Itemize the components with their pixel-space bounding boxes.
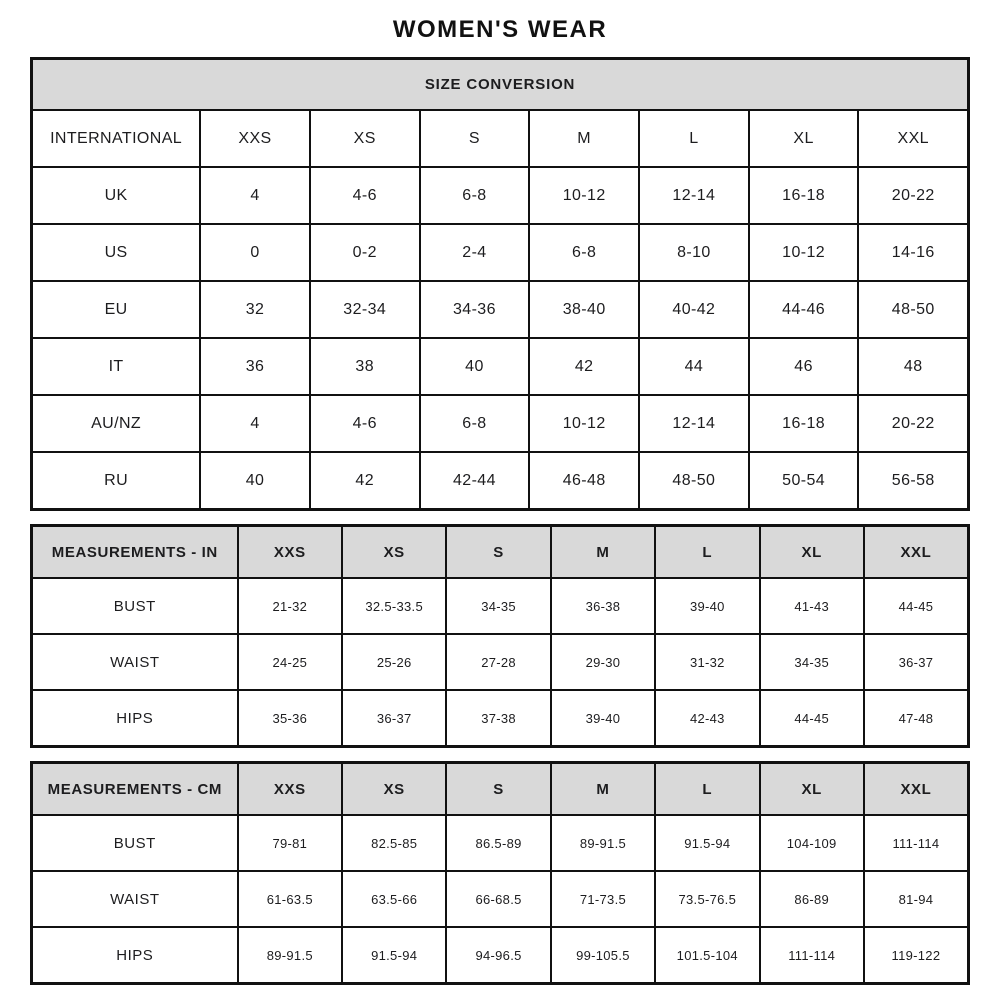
column-header-l: L xyxy=(655,763,759,816)
row-label: EU xyxy=(32,281,201,338)
table-cell: 42-43 xyxy=(655,690,759,747)
table-row-bust-in xyxy=(32,578,969,634)
table-cell: 99-105.5 xyxy=(551,927,655,984)
column-header-l: L xyxy=(655,526,759,579)
measurements-cm-title: MEASUREMENTS - CM xyxy=(32,763,238,816)
table-cell: 0 xyxy=(200,224,310,281)
table-cell: 63.5-66 xyxy=(342,871,446,927)
column-header-xl: XL xyxy=(760,526,864,579)
table-cell: 32-34 xyxy=(310,281,420,338)
table-cell: 10-12 xyxy=(529,395,639,452)
column-header-m: M xyxy=(551,763,655,816)
table-cell: 86-89 xyxy=(760,871,864,927)
table-cell: 38 xyxy=(310,338,420,395)
table-cell: 40-42 xyxy=(639,281,749,338)
size-header-row xyxy=(32,110,969,167)
table-row-bust-cm xyxy=(32,815,969,871)
table-cell: 38-40 xyxy=(529,281,639,338)
table-cell: 81-94 xyxy=(864,871,969,927)
table-row-it xyxy=(32,338,969,395)
table-row-us xyxy=(32,224,969,281)
table-cell: 32.5-33.5 xyxy=(342,578,446,634)
table-cell: 0-2 xyxy=(310,224,420,281)
table-cell: 37-38 xyxy=(446,690,550,747)
row-label: UK xyxy=(32,167,201,224)
table-cell: 14-16 xyxy=(858,224,968,281)
table-cell: 42 xyxy=(310,452,420,510)
row-label: BUST xyxy=(32,578,238,634)
table-cell: 47-48 xyxy=(864,690,969,747)
column-header-xxl: XXL xyxy=(858,110,968,167)
table-cell: 36-37 xyxy=(864,634,969,690)
table-cell: 34-35 xyxy=(446,578,550,634)
column-header-s: S xyxy=(420,110,530,167)
table-cell: 44-45 xyxy=(760,690,864,747)
table-cell: 21-32 xyxy=(238,578,342,634)
table-caption-row xyxy=(32,59,969,111)
table-cell: 29-30 xyxy=(551,634,655,690)
measure-header-row xyxy=(32,763,969,816)
table-cell: 91.5-94 xyxy=(342,927,446,984)
table-cell: 20-22 xyxy=(858,167,968,224)
table-cell: 4-6 xyxy=(310,167,420,224)
table-cell: 36-37 xyxy=(342,690,446,747)
column-header-l: L xyxy=(639,110,749,167)
column-header-xxl: XXL xyxy=(864,763,969,816)
table-cell: 39-40 xyxy=(655,578,759,634)
row-label: HIPS xyxy=(32,690,238,747)
column-header-xxs: XXS xyxy=(238,763,342,816)
table-cell: 20-22 xyxy=(858,395,968,452)
column-header-m: M xyxy=(529,110,639,167)
table-cell: 104-109 xyxy=(760,815,864,871)
table-cell: 10-12 xyxy=(749,224,859,281)
table-cell: 89-91.5 xyxy=(238,927,342,984)
table-cell: 8-10 xyxy=(639,224,749,281)
table-cell: 4 xyxy=(200,167,310,224)
table-cell: 46 xyxy=(749,338,859,395)
table-row-eu xyxy=(32,281,969,338)
header-international: INTERNATIONAL xyxy=(32,110,201,167)
table-cell: 36-38 xyxy=(551,578,655,634)
table-row-hips-in xyxy=(32,690,969,747)
table-row-hips-cm xyxy=(32,927,969,984)
table-cell: 24-25 xyxy=(238,634,342,690)
table-cell: 56-58 xyxy=(858,452,968,510)
table-cell: 44 xyxy=(639,338,749,395)
table-cell: 35-36 xyxy=(238,690,342,747)
column-header-xl: XL xyxy=(760,763,864,816)
table-row-waist-cm xyxy=(32,871,969,927)
table-cell: 16-18 xyxy=(749,395,859,452)
column-header-xl: XL xyxy=(749,110,859,167)
table-cell: 42-44 xyxy=(420,452,530,510)
table-row-ru xyxy=(32,452,969,510)
table-cell: 48-50 xyxy=(858,281,968,338)
table-cell: 31-32 xyxy=(655,634,759,690)
table-cell: 34-35 xyxy=(760,634,864,690)
table-cell: 10-12 xyxy=(529,167,639,224)
table-cell: 12-14 xyxy=(639,395,749,452)
row-label: WAIST xyxy=(32,871,238,927)
table-cell: 66-68.5 xyxy=(446,871,550,927)
table-cell: 79-81 xyxy=(238,815,342,871)
table-row-waist-in xyxy=(32,634,969,690)
table-cell: 40 xyxy=(200,452,310,510)
table-cell: 12-14 xyxy=(639,167,749,224)
table-row-uk xyxy=(32,167,969,224)
row-label: RU xyxy=(32,452,201,510)
table-cell: 4 xyxy=(200,395,310,452)
table-cell: 44-46 xyxy=(749,281,859,338)
table-cell: 6-8 xyxy=(420,395,530,452)
row-label: WAIST xyxy=(32,634,238,690)
column-header-m: M xyxy=(551,526,655,579)
column-header-xs: XS xyxy=(342,763,446,816)
table-cell: 82.5-85 xyxy=(342,815,446,871)
table-cell: 34-36 xyxy=(420,281,530,338)
table-cell: 25-26 xyxy=(342,634,446,690)
table-row-aunz xyxy=(32,395,969,452)
table-cell: 48-50 xyxy=(639,452,749,510)
table-cell: 44-45 xyxy=(864,578,969,634)
table-cell: 94-96.5 xyxy=(446,927,550,984)
table-cell: 36 xyxy=(200,338,310,395)
table-cell: 42 xyxy=(529,338,639,395)
column-header-xxs: XXS xyxy=(238,526,342,579)
table-cell: 39-40 xyxy=(551,690,655,747)
column-header-s: S xyxy=(446,526,550,579)
table-cell: 41-43 xyxy=(760,578,864,634)
measure-header-row xyxy=(32,526,969,579)
measurements-cm-table xyxy=(30,761,970,985)
table-cell: 91.5-94 xyxy=(655,815,759,871)
measurements-in-table xyxy=(30,524,970,748)
row-label: IT xyxy=(32,338,201,395)
column-header-xxs: XXS xyxy=(200,110,310,167)
column-header-xs: XS xyxy=(342,526,446,579)
table-cell: 6-8 xyxy=(529,224,639,281)
table-cell: 46-48 xyxy=(529,452,639,510)
table-cell: 61-63.5 xyxy=(238,871,342,927)
size-conversion-table xyxy=(30,57,970,511)
row-label: US xyxy=(32,224,201,281)
table-cell: 111-114 xyxy=(760,927,864,984)
row-label: HIPS xyxy=(32,927,238,984)
table-cell: 86.5-89 xyxy=(446,815,550,871)
row-label: BUST xyxy=(32,815,238,871)
table-cell: 32 xyxy=(200,281,310,338)
table-cell: 2-4 xyxy=(420,224,530,281)
table-cell: 73.5-76.5 xyxy=(655,871,759,927)
measurements-in-title: MEASUREMENTS - IN xyxy=(32,526,238,579)
table-cell: 48 xyxy=(858,338,968,395)
table-cell: 111-114 xyxy=(864,815,969,871)
table-cell: 4-6 xyxy=(310,395,420,452)
page-title: WOMEN'S WEAR xyxy=(392,16,608,43)
table-cell: 89-91.5 xyxy=(551,815,655,871)
table-cell: 40 xyxy=(420,338,530,395)
table-cell: 101.5-104 xyxy=(655,927,759,984)
column-header-xs: XS xyxy=(310,110,420,167)
table-cell: 6-8 xyxy=(420,167,530,224)
table-cell: 16-18 xyxy=(749,167,859,224)
table-cell: 119-122 xyxy=(864,927,969,984)
column-header-xxl: XXL xyxy=(864,526,969,579)
row-label: AU/NZ xyxy=(32,395,201,452)
table-cell: 27-28 xyxy=(446,634,550,690)
table-cell: 71-73.5 xyxy=(551,871,655,927)
column-header-s: S xyxy=(446,763,550,816)
table-cell: 50-54 xyxy=(749,452,859,510)
size-conversion-title: SIZE CONVERSION xyxy=(32,59,969,111)
